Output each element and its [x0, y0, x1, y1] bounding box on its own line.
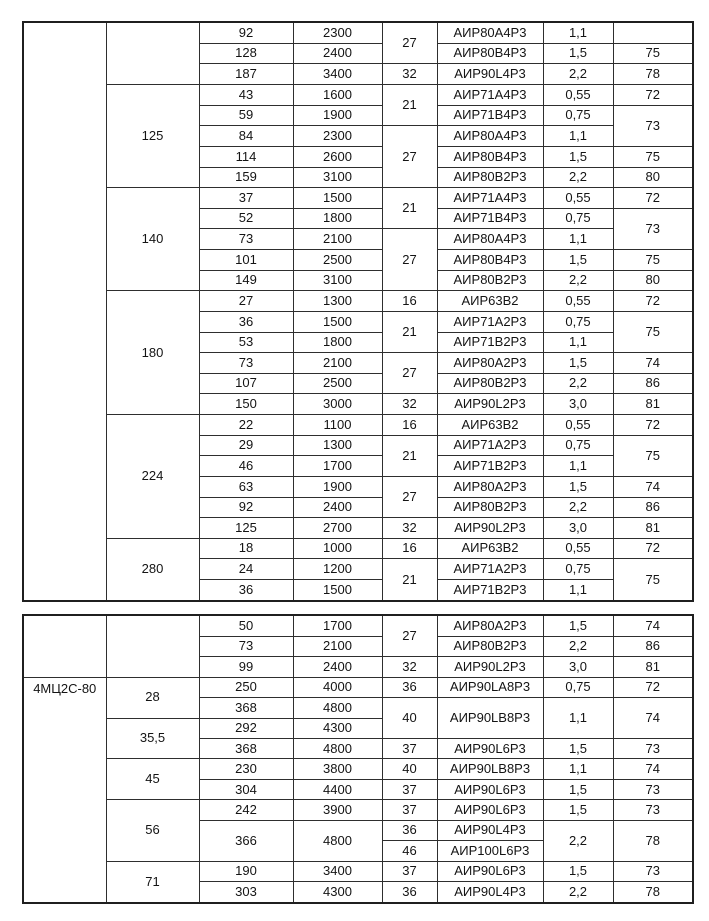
table-cell: 2,2	[543, 882, 613, 903]
table-cell: 75	[613, 250, 693, 271]
table-cell: 187	[199, 64, 293, 85]
table-cell: 75	[613, 43, 693, 64]
table-cell: 73	[199, 229, 293, 250]
motor-type-cell: АИР80В4Р3	[437, 250, 543, 271]
table-cell: 250	[199, 677, 293, 697]
motor-type-cell: АИР71А2Р3	[437, 435, 543, 456]
table-cell: 75	[613, 311, 693, 352]
table-cell: 1,5	[543, 800, 613, 820]
motor-type-cell: АИР90L6Р3	[437, 738, 543, 758]
table-cell: 86	[613, 373, 693, 394]
table-cell: 86	[613, 497, 693, 518]
table-row	[23, 615, 693, 636]
motor-type-cell: АИР80А2Р3	[437, 476, 543, 497]
table-cell: 73	[199, 636, 293, 656]
table-cell: 92	[199, 22, 293, 43]
table-cell: 1500	[293, 311, 382, 332]
table-cell: 0,75	[543, 105, 613, 126]
table-cell: 1500	[293, 580, 382, 601]
table-cell: 22	[199, 415, 293, 436]
table-cell: 1100	[293, 415, 382, 436]
table-cell: 16	[382, 538, 437, 559]
table-cell: 3,0	[543, 518, 613, 539]
table-cell: 63	[199, 476, 293, 497]
table-cell: 2100	[293, 229, 382, 250]
table-cell: 72	[613, 85, 693, 106]
model-cell: 4МЦ2С-80	[23, 677, 106, 903]
table-cell: 1,1	[543, 759, 613, 779]
table-row	[23, 291, 693, 312]
table-row	[23, 415, 693, 436]
table-cell: 190	[199, 861, 293, 881]
table-cell: 1,1	[543, 126, 613, 147]
table-cell: 78	[613, 882, 693, 903]
table-cell: 101	[199, 250, 293, 271]
table-cell: 3,0	[543, 394, 613, 415]
table-cell: 3400	[293, 64, 382, 85]
table-cell: 32	[382, 394, 437, 415]
table-cell: 2500	[293, 250, 382, 271]
model-cell	[23, 22, 106, 601]
ratio-cell: 125	[106, 85, 199, 188]
motor-type-cell: АИР100L6Р3	[437, 841, 543, 861]
table-cell	[613, 22, 693, 43]
table-cell: 303	[199, 882, 293, 903]
table-cell: 32	[382, 657, 437, 677]
table-cell: 1,5	[543, 861, 613, 881]
table-cell: 368	[199, 738, 293, 758]
table-cell: 2400	[293, 43, 382, 64]
table-cell: 86	[613, 636, 693, 656]
table-cell: 36	[382, 820, 437, 840]
table-cell: 84	[199, 126, 293, 147]
table-cell: 74	[613, 615, 693, 636]
table-cell: 75	[613, 559, 693, 601]
table-row	[23, 861, 693, 881]
table-cell: 242	[199, 800, 293, 820]
ratio-cell: 140	[106, 188, 199, 291]
table-cell: 114	[199, 146, 293, 167]
ratio-cell	[106, 22, 199, 85]
motor-type-cell: АИР80А4Р3	[437, 126, 543, 147]
table-cell: 0,55	[543, 85, 613, 106]
table-cell: 21	[382, 559, 437, 601]
table-cell: 1900	[293, 476, 382, 497]
table-cell: 1700	[293, 456, 382, 477]
motor-type-cell: АИР80А2Р3	[437, 353, 543, 374]
table-cell: 107	[199, 373, 293, 394]
table-cell: 29	[199, 435, 293, 456]
motor-type-cell: АИР80В2Р3	[437, 270, 543, 291]
table-cell: 0,55	[543, 291, 613, 312]
table-cell: 3400	[293, 861, 382, 881]
ratio-cell: 224	[106, 415, 199, 539]
table-cell: 2300	[293, 126, 382, 147]
ratio-cell: 28	[106, 677, 199, 718]
motor-type-cell: АИР63В2	[437, 538, 543, 559]
table-cell: 72	[613, 415, 693, 436]
table-cell: 74	[613, 476, 693, 497]
table-cell: 0,75	[543, 311, 613, 332]
table-cell: 32	[382, 518, 437, 539]
table-cell: 1700	[293, 615, 382, 636]
table-cell: 2100	[293, 636, 382, 656]
table-cell: 1500	[293, 188, 382, 209]
table-cell: 27	[382, 476, 437, 517]
motor-type-cell: АИР80В2Р3	[437, 373, 543, 394]
table-cell: 149	[199, 270, 293, 291]
table-cell: 4000	[293, 677, 382, 697]
table-cell: 75	[613, 435, 693, 476]
table-cell: 159	[199, 167, 293, 188]
motor-type-cell: АИР90LB8Р3	[437, 698, 543, 739]
table-cell: 4400	[293, 779, 382, 799]
table-cell: 2,2	[543, 167, 613, 188]
table-cell: 3900	[293, 800, 382, 820]
spec-table-4mc2s-80	[22, 614, 694, 904]
table-cell: 18	[199, 538, 293, 559]
table-cell: 1300	[293, 435, 382, 456]
motor-type-cell: АИР80В4Р3	[437, 43, 543, 64]
table-cell: 1,5	[543, 353, 613, 374]
motor-type-cell: АИР71А2Р3	[437, 311, 543, 332]
table-cell: 1800	[293, 332, 382, 353]
table-row	[23, 759, 693, 779]
motor-type-cell: АИР90L4Р3	[437, 64, 543, 85]
table-cell: 2,2	[543, 270, 613, 291]
table-row	[23, 188, 693, 209]
spec-table-4mc2s-80-wrap	[22, 614, 694, 904]
table-cell: 21	[382, 435, 437, 476]
table-cell: 74	[613, 698, 693, 739]
table-cell: 1800	[293, 208, 382, 229]
table-cell: 92	[199, 497, 293, 518]
table-cell: 37	[382, 738, 437, 758]
table-cell: 1,5	[543, 615, 613, 636]
table-cell: 292	[199, 718, 293, 738]
table-cell: 1,5	[543, 779, 613, 799]
motor-type-cell: АИР90L2Р3	[437, 518, 543, 539]
table-cell: 1,1	[543, 456, 613, 477]
table-row	[23, 800, 693, 820]
table-cell: 37	[382, 779, 437, 799]
table-cell: 0,55	[543, 538, 613, 559]
motor-type-cell: АИР90L6Р3	[437, 861, 543, 881]
table-cell: 2,2	[543, 497, 613, 518]
table-cell: 3000	[293, 394, 382, 415]
motor-type-cell: АИР63В2	[437, 291, 543, 312]
motor-type-cell: АИР80В2Р3	[437, 167, 543, 188]
motor-type-cell: АИР90L4Р3	[437, 882, 543, 903]
table-cell: 37	[199, 188, 293, 209]
spec-table-continuation	[22, 21, 694, 602]
ratio-cell: 71	[106, 861, 199, 903]
ratio-cell: 180	[106, 291, 199, 415]
table-cell: 73	[613, 861, 693, 881]
table-cell: 2300	[293, 22, 382, 43]
table-row	[23, 538, 693, 559]
table-cell: 3800	[293, 759, 382, 779]
ratio-cell: 35,5	[106, 718, 199, 759]
table-cell: 2600	[293, 146, 382, 167]
table-cell: 1900	[293, 105, 382, 126]
table-cell: 366	[199, 820, 293, 861]
table-cell: 2500	[293, 373, 382, 394]
table-cell: 73	[613, 105, 693, 146]
table-cell: 125	[199, 518, 293, 539]
table-cell: 16	[382, 291, 437, 312]
table-cell: 368	[199, 698, 293, 718]
table-cell: 53	[199, 332, 293, 353]
table-cell: 2100	[293, 353, 382, 374]
table-cell: 1200	[293, 559, 382, 580]
table-cell: 80	[613, 270, 693, 291]
table-cell: 72	[613, 677, 693, 697]
table-cell: 1600	[293, 85, 382, 106]
table-cell: 3,0	[543, 657, 613, 677]
table-cell: 36	[382, 882, 437, 903]
table-cell: 16	[382, 415, 437, 436]
table-cell: 21	[382, 188, 437, 229]
table-cell: 1,1	[543, 229, 613, 250]
model-cell	[23, 615, 106, 677]
table-cell: 46	[199, 456, 293, 477]
motor-type-cell: АИР90L4Р3	[437, 820, 543, 840]
motor-type-cell: АИР90L2Р3	[437, 394, 543, 415]
motor-type-cell: АИР71В4Р3	[437, 105, 543, 126]
table-cell: 27	[382, 229, 437, 291]
ratio-cell: 45	[106, 759, 199, 800]
table-cell: 1,1	[543, 22, 613, 43]
motor-type-cell: АИР90LA8Р3	[437, 677, 543, 697]
table-cell: 4300	[293, 718, 382, 738]
table-cell: 81	[613, 518, 693, 539]
table-cell: 73	[613, 208, 693, 249]
table-cell: 2,2	[543, 820, 613, 861]
table-cell: 1,1	[543, 698, 613, 739]
ratio-cell	[106, 615, 199, 677]
table-cell: 37	[382, 861, 437, 881]
table-cell: 1,5	[543, 43, 613, 64]
table-cell: 21	[382, 85, 437, 126]
table-cell: 73	[613, 779, 693, 799]
table-cell: 4800	[293, 820, 382, 861]
table-cell: 0,75	[543, 559, 613, 580]
motor-type-cell: АИР90L2Р3	[437, 657, 543, 677]
table-cell: 73	[199, 353, 293, 374]
table-row	[23, 677, 693, 697]
table-cell: 74	[613, 353, 693, 374]
motor-type-cell: АИР71В2Р3	[437, 332, 543, 353]
motor-type-cell: АИР80В2Р3	[437, 636, 543, 656]
table-cell: 4800	[293, 698, 382, 718]
table-cell: 78	[613, 64, 693, 85]
table-cell: 80	[613, 167, 693, 188]
table-cell: 52	[199, 208, 293, 229]
table-cell: 1,5	[543, 250, 613, 271]
table-cell: 150	[199, 394, 293, 415]
table-cell: 0,75	[543, 208, 613, 229]
table-cell: 72	[613, 291, 693, 312]
table-cell: 1,5	[543, 146, 613, 167]
table-cell: 0,75	[543, 435, 613, 456]
motor-type-cell: АИР63В2	[437, 415, 543, 436]
table-cell: 24	[199, 559, 293, 580]
ratio-cell: 280	[106, 538, 199, 601]
table-cell: 36	[382, 677, 437, 697]
table-cell: 3100	[293, 270, 382, 291]
motor-type-cell: АИР80А2Р3	[437, 615, 543, 636]
table-cell: 3100	[293, 167, 382, 188]
motor-type-cell: АИР80В2Р3	[437, 497, 543, 518]
table-cell: 36	[199, 311, 293, 332]
table-cell: 73	[613, 738, 693, 758]
motor-type-cell: АИР80А4Р3	[437, 22, 543, 43]
table-cell: 2400	[293, 657, 382, 677]
table-cell: 72	[613, 538, 693, 559]
table-cell: 0,75	[543, 677, 613, 697]
table-cell: 43	[199, 85, 293, 106]
table-cell: 50	[199, 615, 293, 636]
table-cell: 128	[199, 43, 293, 64]
motor-type-cell: АИР90LB8Р3	[437, 759, 543, 779]
motor-type-cell: АИР71А4Р3	[437, 85, 543, 106]
table-cell: 72	[613, 188, 693, 209]
table-cell: 37	[382, 800, 437, 820]
table-cell: 21	[382, 311, 437, 352]
table-cell: 1300	[293, 291, 382, 312]
table-cell: 75	[613, 146, 693, 167]
motor-type-cell: АИР71А4Р3	[437, 188, 543, 209]
ratio-cell: 56	[106, 800, 199, 861]
table-cell: 46	[382, 841, 437, 861]
table-cell: 230	[199, 759, 293, 779]
motor-type-cell: АИР80В4Р3	[437, 146, 543, 167]
table-cell: 0,55	[543, 415, 613, 436]
table-cell: 2700	[293, 518, 382, 539]
table-cell: 4300	[293, 882, 382, 903]
table-cell: 2,2	[543, 64, 613, 85]
motor-type-cell: АИР80А4Р3	[437, 229, 543, 250]
table-cell: 40	[382, 759, 437, 779]
table-cell: 1,1	[543, 580, 613, 601]
table-cell: 27	[199, 291, 293, 312]
table-cell: 27	[382, 126, 437, 188]
motor-type-cell: АИР71В2Р3	[437, 580, 543, 601]
table-cell: 40	[382, 698, 437, 739]
spec-table-continuation-wrap	[22, 21, 694, 602]
table-cell: 27	[382, 353, 437, 394]
table-cell: 78	[613, 820, 693, 861]
table-cell: 1,1	[543, 332, 613, 353]
table-cell: 304	[199, 779, 293, 799]
table-cell: 1,5	[543, 738, 613, 758]
motor-type-cell: АИР71В2Р3	[437, 456, 543, 477]
table-cell: 59	[199, 105, 293, 126]
table-cell: 99	[199, 657, 293, 677]
table-cell: 2400	[293, 497, 382, 518]
table-cell: 27	[382, 22, 437, 64]
motor-type-cell: АИР71А2Р3	[437, 559, 543, 580]
motor-type-cell: АИР90L6Р3	[437, 779, 543, 799]
table-cell: 2,2	[543, 636, 613, 656]
table-cell: 73	[613, 800, 693, 820]
table-cell: 4800	[293, 738, 382, 758]
motor-type-cell: АИР90L6Р3	[437, 800, 543, 820]
table-cell: 1,5	[543, 476, 613, 497]
table-cell: 0,55	[543, 188, 613, 209]
table-cell: 74	[613, 759, 693, 779]
table-cell: 32	[382, 64, 437, 85]
table-row	[23, 22, 693, 43]
table-row	[23, 85, 693, 106]
table-cell: 27	[382, 615, 437, 657]
table-cell: 1000	[293, 538, 382, 559]
table-cell: 2,2	[543, 373, 613, 394]
table-cell: 81	[613, 394, 693, 415]
table-cell: 81	[613, 657, 693, 677]
motor-type-cell: АИР71В4Р3	[437, 208, 543, 229]
table-cell: 36	[199, 580, 293, 601]
